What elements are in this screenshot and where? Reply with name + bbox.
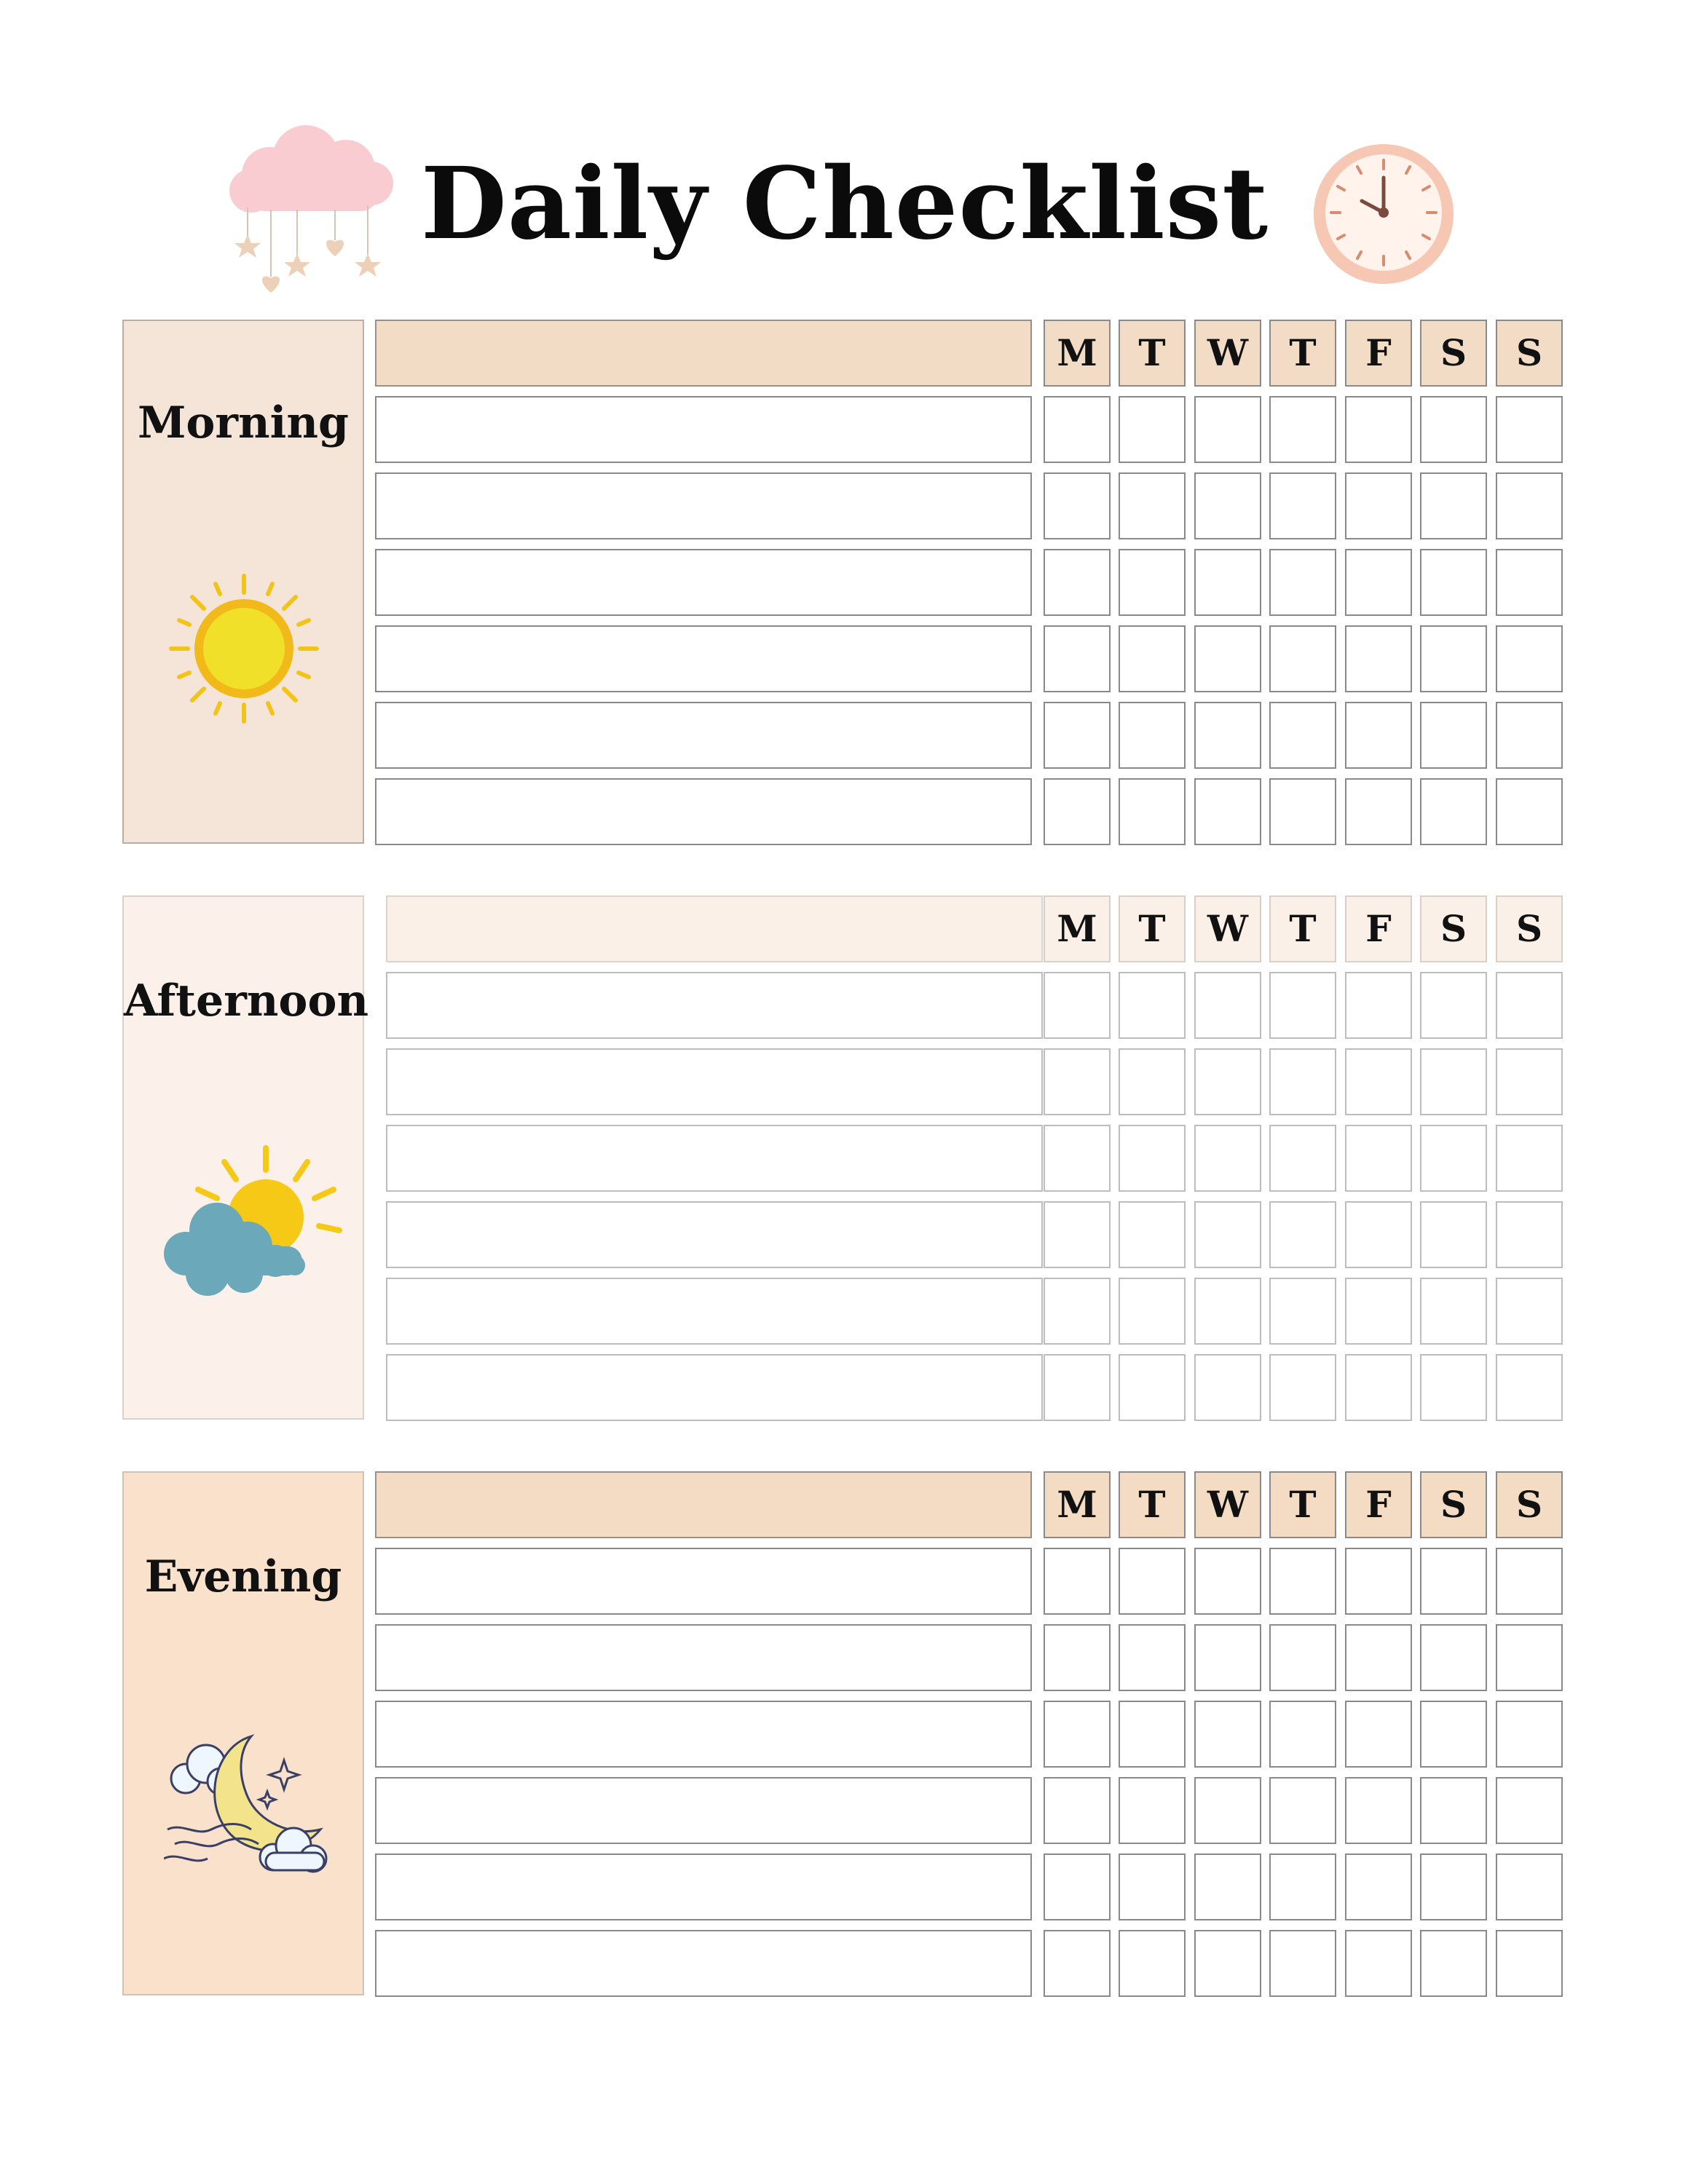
day-checkbox[interactable] <box>1496 1930 1563 1997</box>
day-checkbox[interactable] <box>1496 702 1563 769</box>
day-checkbox[interactable] <box>1269 972 1336 1039</box>
day-checkbox[interactable] <box>1496 1701 1563 1768</box>
day-checkbox[interactable] <box>1044 625 1111 692</box>
day-header: F <box>1345 895 1412 962</box>
task-input[interactable] <box>375 1930 1032 1997</box>
afternoon-header-bar <box>386 895 1043 962</box>
day-checkbox[interactable] <box>1496 972 1563 1039</box>
day-header: M <box>1044 895 1111 962</box>
day-checkbox[interactable] <box>1119 1048 1186 1115</box>
day-checkbox[interactable] <box>1194 778 1261 845</box>
day-checkbox[interactable] <box>1044 1201 1111 1268</box>
day-checkbox[interactable] <box>1420 1125 1487 1192</box>
day-header: W <box>1194 895 1261 962</box>
day-checkbox[interactable] <box>1496 1777 1563 1844</box>
task-input[interactable] <box>375 1624 1032 1691</box>
day-checkbox[interactable] <box>1420 1701 1487 1768</box>
day-checkbox[interactable] <box>1345 625 1412 692</box>
day-checkbox[interactable] <box>1119 1201 1186 1268</box>
day-checkbox[interactable] <box>1420 778 1487 845</box>
day-checkbox[interactable] <box>1194 549 1261 616</box>
day-checkbox[interactable] <box>1345 1354 1412 1421</box>
day-checkbox[interactable] <box>1194 625 1261 692</box>
task-input[interactable] <box>375 702 1032 769</box>
day-header: S <box>1420 895 1487 962</box>
day-checkbox[interactable] <box>1269 625 1336 692</box>
day-checkbox[interactable] <box>1194 1201 1261 1268</box>
day-checkbox[interactable] <box>1269 549 1336 616</box>
day-checkbox[interactable] <box>1269 472 1336 539</box>
day-header: S <box>1496 895 1563 962</box>
day-checkbox[interactable] <box>1119 1125 1186 1192</box>
cloud-mobile-icon <box>226 124 401 306</box>
day-checkbox[interactable] <box>1496 778 1563 845</box>
task-input[interactable] <box>375 472 1032 539</box>
task-input[interactable] <box>375 1701 1032 1768</box>
day-header: M <box>1044 320 1111 387</box>
task-input[interactable] <box>375 778 1032 845</box>
day-checkbox[interactable] <box>1420 1548 1487 1615</box>
day-checkbox[interactable] <box>1044 1930 1111 1997</box>
day-checkbox[interactable] <box>1194 1354 1261 1421</box>
day-header: M <box>1044 1471 1111 1538</box>
task-input[interactable] <box>375 625 1032 692</box>
day-checkbox[interactable] <box>1044 1624 1111 1691</box>
morning-header-bar <box>375 320 1032 387</box>
day-header: S <box>1496 1471 1563 1538</box>
day-checkbox[interactable] <box>1269 1354 1336 1421</box>
day-checkbox[interactable] <box>1119 702 1186 769</box>
day-checkbox[interactable] <box>1420 972 1487 1039</box>
evening-label-panel <box>122 1471 364 1995</box>
day-checkbox[interactable] <box>1496 1624 1563 1691</box>
day-checkbox[interactable] <box>1345 778 1412 845</box>
day-checkbox[interactable] <box>1420 1048 1487 1115</box>
day-checkbox[interactable] <box>1119 1354 1186 1421</box>
day-checkbox[interactable] <box>1345 396 1412 463</box>
day-checkbox[interactable] <box>1044 1354 1111 1421</box>
day-checkbox[interactable] <box>1044 1125 1111 1192</box>
day-checkbox[interactable] <box>1044 549 1111 616</box>
section-title: Evening <box>144 1551 342 1602</box>
day-checkbox[interactable] <box>1420 1853 1487 1920</box>
day-checkbox[interactable] <box>1119 1548 1186 1615</box>
day-checkbox[interactable] <box>1044 1701 1111 1768</box>
day-header: S <box>1420 1471 1487 1538</box>
task-input[interactable] <box>375 1548 1032 1615</box>
day-checkbox[interactable] <box>1420 549 1487 616</box>
day-checkbox[interactable] <box>1044 1777 1111 1844</box>
day-header: T <box>1269 895 1336 962</box>
day-checkbox[interactable] <box>1496 549 1563 616</box>
day-checkbox[interactable] <box>1044 972 1111 1039</box>
day-checkbox[interactable] <box>1345 472 1412 539</box>
day-checkbox[interactable] <box>1345 1853 1412 1920</box>
day-checkbox[interactable] <box>1194 1048 1261 1115</box>
day-checkbox[interactable] <box>1345 1201 1412 1268</box>
day-checkbox[interactable] <box>1269 1278 1336 1345</box>
day-checkbox[interactable] <box>1269 396 1336 463</box>
day-checkbox[interactable] <box>1345 1624 1412 1691</box>
day-header: T <box>1119 1471 1186 1538</box>
day-checkbox[interactable] <box>1496 1048 1563 1115</box>
day-checkbox[interactable] <box>1269 1624 1336 1691</box>
day-checkbox[interactable] <box>1044 1278 1111 1345</box>
day-checkbox[interactable] <box>1345 1930 1412 1997</box>
day-checkbox[interactable] <box>1119 1853 1186 1920</box>
sun-icon <box>167 572 320 725</box>
day-checkbox[interactable] <box>1194 1930 1261 1997</box>
day-header: T <box>1269 1471 1336 1538</box>
day-checkbox[interactable] <box>1044 396 1111 463</box>
day-checkbox[interactable] <box>1194 1624 1261 1691</box>
day-checkbox[interactable] <box>1194 396 1261 463</box>
day-checkbox[interactable] <box>1345 1701 1412 1768</box>
day-checkbox[interactable] <box>1496 1278 1563 1345</box>
task-input[interactable] <box>386 1048 1043 1115</box>
day-checkbox[interactable] <box>1345 549 1412 616</box>
day-checkbox[interactable] <box>1119 1701 1186 1768</box>
day-checkbox[interactable] <box>1119 1777 1186 1844</box>
day-checkbox[interactable] <box>1044 1548 1111 1615</box>
day-checkbox[interactable] <box>1119 396 1186 463</box>
day-checkbox[interactable] <box>1269 1201 1336 1268</box>
day-checkbox[interactable] <box>1119 549 1186 616</box>
day-checkbox[interactable] <box>1420 1930 1487 1997</box>
day-checkbox[interactable] <box>1044 702 1111 769</box>
day-checkbox[interactable] <box>1194 472 1261 539</box>
day-checkbox[interactable] <box>1345 702 1412 769</box>
day-checkbox[interactable] <box>1420 1354 1487 1421</box>
section-title: Afternoon <box>124 976 369 1026</box>
day-checkbox[interactable] <box>1420 702 1487 769</box>
day-checkbox[interactable] <box>1420 1624 1487 1691</box>
day-checkbox[interactable] <box>1044 778 1111 845</box>
day-checkbox[interactable] <box>1420 472 1487 539</box>
section-title: Morning <box>137 397 350 448</box>
day-checkbox[interactable] <box>1269 1701 1336 1768</box>
day-header: T <box>1119 895 1186 962</box>
task-input[interactable] <box>386 1125 1043 1192</box>
day-checkbox[interactable] <box>1420 396 1487 463</box>
moon-cloud-icon <box>164 1728 339 1888</box>
day-header: W <box>1194 1471 1261 1538</box>
day-checkbox[interactable] <box>1420 1278 1487 1345</box>
day-checkbox[interactable] <box>1194 1278 1261 1345</box>
day-checkbox[interactable] <box>1269 1930 1336 1997</box>
day-checkbox[interactable] <box>1194 1548 1261 1615</box>
clock-icon <box>1311 140 1456 289</box>
day-checkbox[interactable] <box>1269 1548 1336 1615</box>
task-input[interactable] <box>375 549 1032 616</box>
day-checkbox[interactable] <box>1119 778 1186 845</box>
day-header: S <box>1420 320 1487 387</box>
day-checkbox[interactable] <box>1269 1777 1336 1844</box>
day-checkbox[interactable] <box>1194 1701 1261 1768</box>
day-checkbox[interactable] <box>1496 625 1563 692</box>
sun-behind-cloud-icon <box>146 1144 350 1305</box>
day-checkbox[interactable] <box>1269 1048 1336 1115</box>
day-checkbox[interactable] <box>1345 972 1412 1039</box>
day-checkbox[interactable] <box>1194 1125 1261 1192</box>
day-checkbox[interactable] <box>1194 702 1261 769</box>
task-input[interactable] <box>375 1853 1032 1920</box>
day-checkbox[interactable] <box>1345 1048 1412 1115</box>
day-checkbox[interactable] <box>1496 396 1563 463</box>
day-checkbox[interactable] <box>1496 1548 1563 1615</box>
day-checkbox[interactable] <box>1269 1125 1336 1192</box>
task-input[interactable] <box>386 972 1043 1039</box>
day-header: F <box>1345 320 1412 387</box>
day-checkbox[interactable] <box>1044 472 1111 539</box>
day-checkbox[interactable] <box>1496 1354 1563 1421</box>
day-checkbox[interactable] <box>1496 472 1563 539</box>
day-checkbox[interactable] <box>1119 972 1186 1039</box>
day-checkbox[interactable] <box>1269 778 1336 845</box>
day-checkbox[interactable] <box>1119 472 1186 539</box>
day-checkbox[interactable] <box>1044 1048 1111 1115</box>
task-input[interactable] <box>375 1777 1032 1844</box>
task-input[interactable] <box>386 1354 1043 1421</box>
evening-header-bar <box>375 1471 1032 1538</box>
day-checkbox[interactable] <box>1119 625 1186 692</box>
day-header: F <box>1345 1471 1412 1538</box>
day-checkbox[interactable] <box>1496 1125 1563 1192</box>
page-title: Daily Checklist <box>420 146 1269 262</box>
day-checkbox[interactable] <box>1269 1853 1336 1920</box>
day-checkbox[interactable] <box>1420 1777 1487 1844</box>
day-checkbox[interactable] <box>1194 972 1261 1039</box>
day-checkbox[interactable] <box>1194 1777 1261 1844</box>
task-input[interactable] <box>375 396 1032 463</box>
day-checkbox[interactable] <box>1345 1125 1412 1192</box>
day-checkbox[interactable] <box>1496 1201 1563 1268</box>
day-checkbox[interactable] <box>1496 1853 1563 1920</box>
morning-label-panel <box>122 320 364 844</box>
day-header: S <box>1496 320 1563 387</box>
day-checkbox[interactable] <box>1420 625 1487 692</box>
day-checkbox[interactable] <box>1194 1853 1261 1920</box>
day-checkbox[interactable] <box>1119 1278 1186 1345</box>
day-checkbox[interactable] <box>1345 1548 1412 1615</box>
day-checkbox[interactable] <box>1345 1777 1412 1844</box>
day-header: T <box>1269 320 1336 387</box>
day-checkbox[interactable] <box>1345 1278 1412 1345</box>
day-checkbox[interactable] <box>1119 1624 1186 1691</box>
day-checkbox[interactable] <box>1269 702 1336 769</box>
day-checkbox[interactable] <box>1420 1201 1487 1268</box>
task-input[interactable] <box>386 1201 1043 1268</box>
task-input[interactable] <box>386 1278 1043 1345</box>
day-checkbox[interactable] <box>1119 1930 1186 1997</box>
day-header: W <box>1194 320 1261 387</box>
day-header: T <box>1119 320 1186 387</box>
afternoon-label-panel <box>122 895 369 1420</box>
day-checkbox[interactable] <box>1044 1853 1111 1920</box>
